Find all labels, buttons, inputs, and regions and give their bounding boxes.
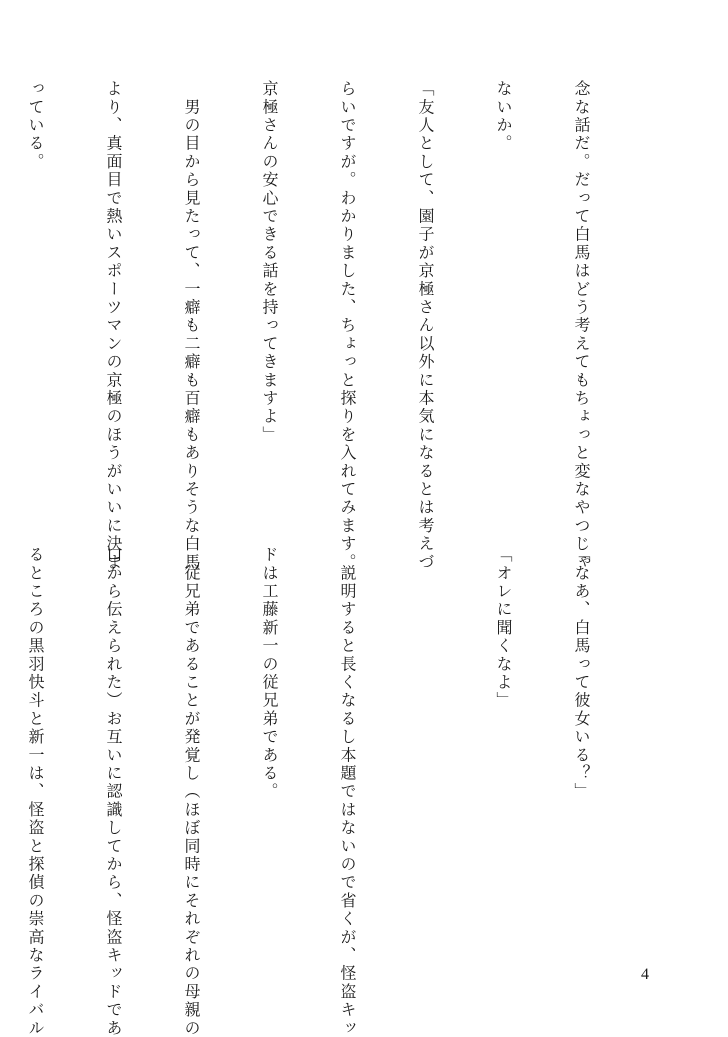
text-line: ドは工藤新一の従兄弟である。 [260, 546, 279, 801]
text-line: るところの黒羽快斗と新一は、怪盗と探偵の崇高なライバル [26, 546, 45, 1037]
text-line: 念な話だ。だって白馬はどう考えてもちょっと変なやつじゃ [572, 80, 591, 572]
text-line: 「なあ、白馬って彼女いる？」 [572, 546, 591, 801]
text-line: より、真面目で熱いスポーツマンの京極のほうがいいに決ま [104, 80, 123, 572]
text-line: 口から伝えられた）お互いに認識してから、怪盗キッドであ [104, 546, 123, 1037]
blank-line [412, 546, 438, 961]
text-line: 「オレに聞くなよ」 [494, 546, 513, 710]
text-line: らいですが。わかりました、ちょっと探りを入れてみます。 [338, 80, 357, 572]
text-line: っている。 [26, 80, 45, 171]
text-line: 説明すると長くなるし本題ではないので省くが、怪盗キッ [338, 546, 357, 1037]
text-line: 京極さんの安心できる話を持ってきますよ」 [260, 80, 279, 444]
text-line: 「友人として、園子が京極さん以外に本気になるとは考えづ [416, 80, 435, 572]
text-line: 男の目から見たって、一癖も二癖も百癖もありそうな白馬 [182, 80, 201, 572]
text-line: 従兄弟であることが発覚し（ほぼ同時にそれぞれの母親の [182, 546, 201, 1037]
page-number: 4 [641, 966, 649, 983]
bottom-text-block [0, 546, 646, 1037]
text-line: ないか。 [494, 80, 513, 153]
top-text-block [0, 80, 646, 572]
